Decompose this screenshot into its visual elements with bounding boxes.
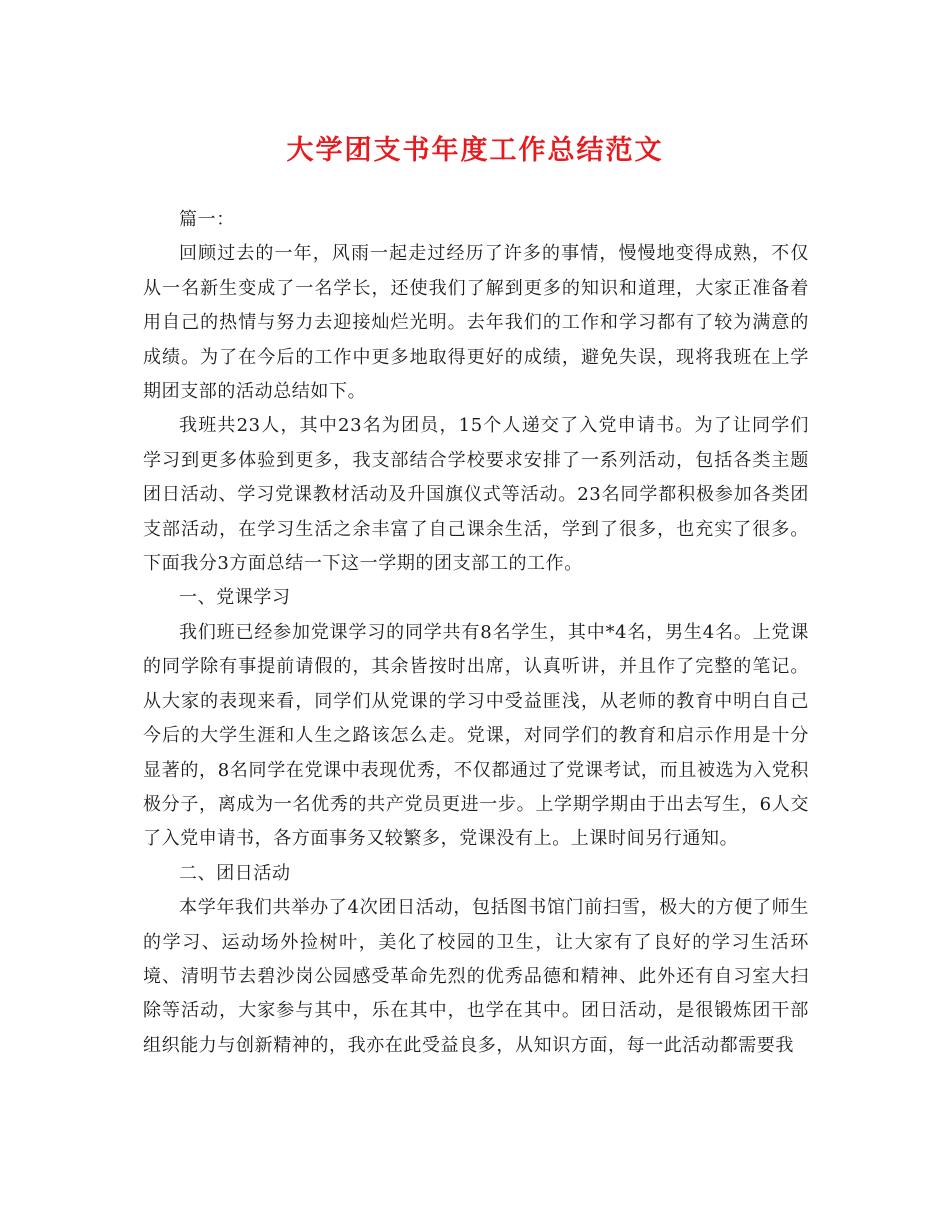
paragraph: 回顾过去的一年，风雨一起走过经历了许多的事情，慢慢地变得成熟，不仅从一名新生变成了一名学长，还使我们了解到更多的知识和道理，大家正准备着用自己的热情与努力去迎接灿烂光明。去年我们的工作和学习都有了较为满意的成绩。为了在今后的工作中更多地取得更好的成绩，避免失误，现将我班在上学期团支部的活动总结如下。 — [143, 243, 809, 403]
paragraph-section-label: 篇一： — [179, 209, 235, 230]
paragraph: 本学年我们共举办了4次团日活动，包括图书馆门前扫雪，极大的方便了师生的学习、运动场外捡树叶，美化了校园的卫生，让大家有了良好的学习生活环境、清明节去碧沙岗公园感受革命先烈的优秀品德和精神、此外还有自习室大扫除等活动，大家参与其中，乐在其中，也学在其中。团日活动，是很锻炼团干部组织能力与创新精神的，我亦在此受益良多，从知识方面，每一此活动都需要我 — [143, 897, 809, 1056]
paragraph: 我们班已经参加党课学习的同学共有8名学生，其中*4名，男生4名。上党课的同学除有事提前请假的，其余皆按时出席，认真听讲，并且作了完整的笔记。从大家的表现来看，同学们从党课的学习中受益匪浅，从老师的教育中明白自己今后的大学生涯和人生之路该怎么走。党课，对同学们的教育和启示作用是十分显著的，8名同学在党课中表现优秀，不仅都通过了党课考试，而且被选为入党积极分子，离成为一名优秀的共产党员更进一步。上学期学期由于出去写生，6人交了入党申请书，各方面事务又较繁多，党课没有上。上课时间另行通知。 — [143, 621, 809, 850]
document-body — [143, 203, 809, 1063]
section-heading: 二、团日活动 — [179, 862, 291, 884]
paragraph: 我班共23人，其中23名为团员，15个人递交了入党申请书。为了让同学们学习到更多体验到更多，我支部结合学校要求安排了一系列活动，包括各类主题团日活动、学习党课教材活动及升国旗仪式等活动。23名同学都积极参加各类团支部活动，在学习生活之余丰富了自己课余生活，学到了很多，也充实了很多。下面我分3方面总结一下这一学期的团支部工的工作。 — [143, 415, 809, 575]
section-heading: 一、党课学习 — [179, 587, 291, 609]
document-title: 大学团支书年度工作总结范文 — [286, 135, 664, 166]
